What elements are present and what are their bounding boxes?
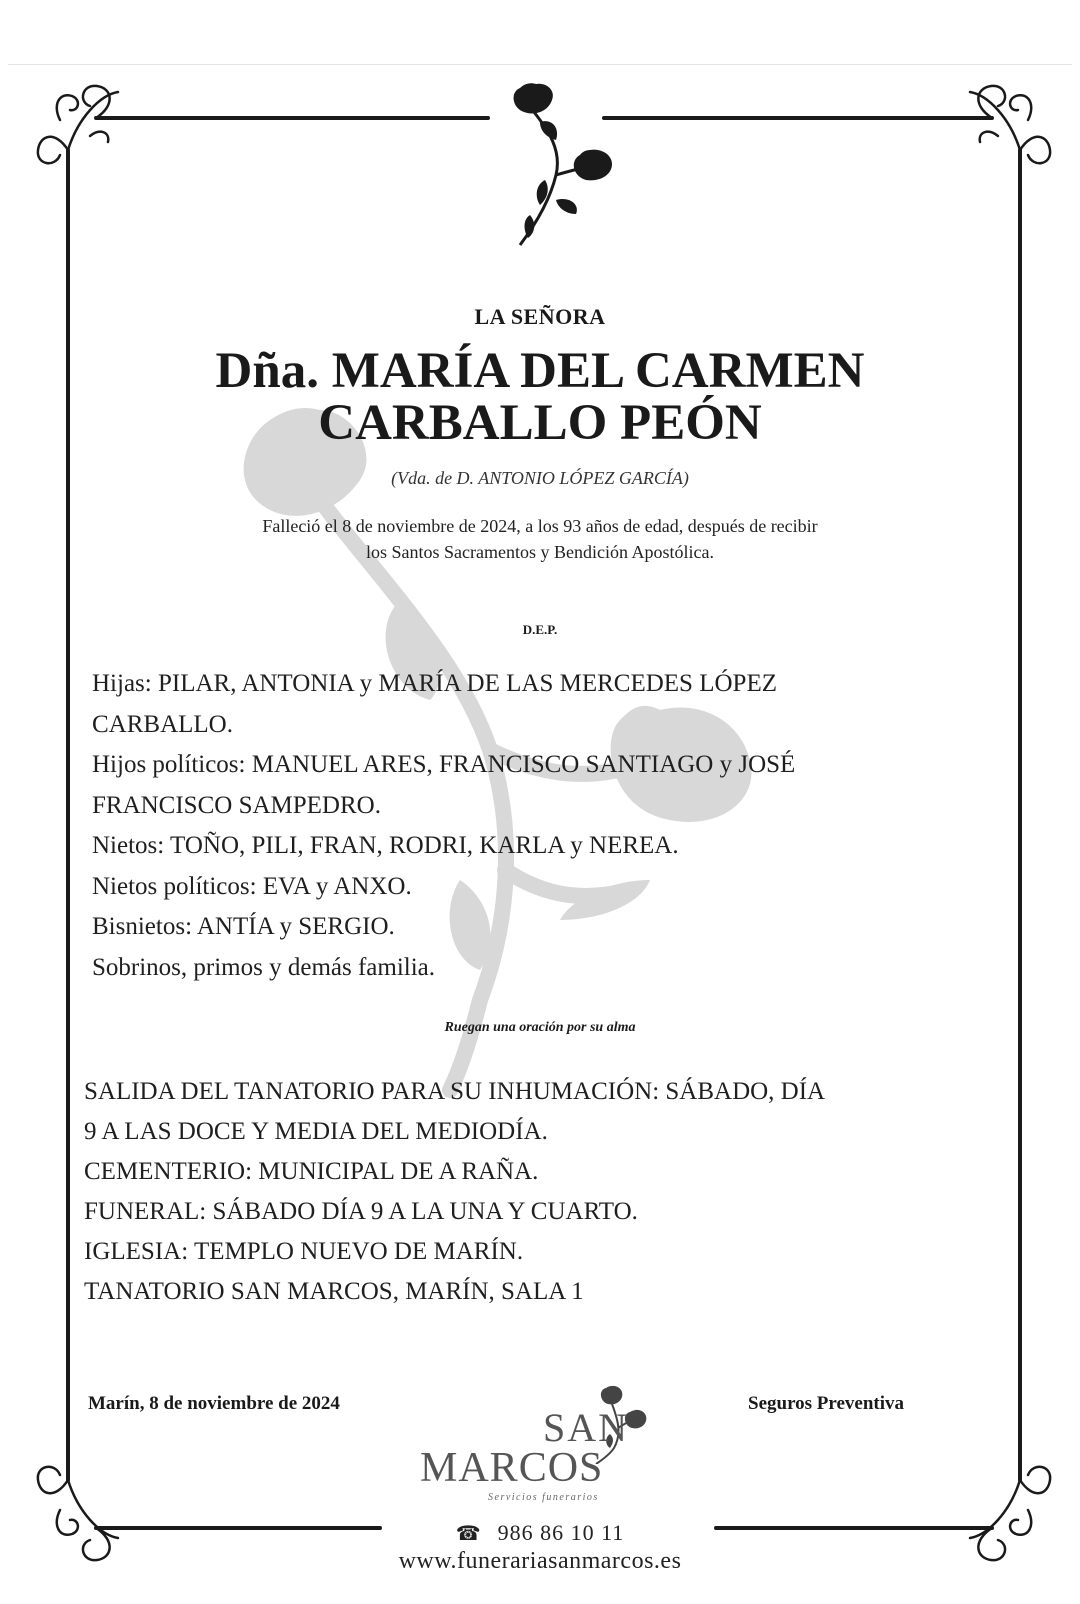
death-line-2: los Santos Sacramentos y Bendición Apostólica. — [366, 542, 714, 562]
rip-label: D.E.P. — [522, 622, 558, 637]
phone-row — [0, 1520, 1080, 1546]
insurer-name: Seguros Preventiva — [748, 1393, 905, 1414]
phone-icon: ☎ — [455, 1523, 482, 1545]
prayer-request: Ruegan una oración por su alma — [444, 1020, 636, 1035]
family-line: Nietos: TOÑO, PILI, FRAN, RODRI, KARLA y NEREA. — [92, 832, 679, 859]
logo-word-top: SAN — [543, 1405, 630, 1450]
service-line: CEMENTERIO: MUNICIPAL DE A RAÑA. — [84, 1158, 539, 1185]
family-line: Hijas: PILAR, ANTONIA y MARÍA DE LAS MERCEDES LÓPEZ — [92, 670, 777, 697]
family-line: FRANCISCO SAMPEDRO. — [92, 791, 381, 819]
service-line: 9 A LAS DOCE Y MEDIA DEL MEDIODÍA. — [84, 1118, 548, 1145]
service-line: TANATORIO SAN MARCOS, MARÍN, SALA 1 — [84, 1278, 584, 1305]
service-line: IGLESIA: TEMPLO NUEVO DE MARÍN. — [84, 1238, 524, 1265]
logo-subtitle: Servicios funerarios — [488, 1492, 599, 1503]
heading-title: LA SEÑORA — [474, 304, 606, 329]
deceased-name — [0, 345, 1080, 449]
place-date: Marín, 8 de noviembre de 2024 — [88, 1393, 340, 1414]
service-line: SALIDA DEL TANATORIO PARA SU INHUMACIÓN: SÁBADO, DÍA — [84, 1078, 826, 1105]
name-line-1: Dña. MARÍA DEL CARMEN — [215, 343, 865, 399]
funeral-home-logo — [420, 1384, 660, 1504]
logo-word-bottom: MARCOS — [420, 1445, 604, 1491]
family-line: Hijos políticos: MANUEL ARES, FRANCISCO SANTIAGO y JOSÉ — [92, 751, 796, 778]
rose-icon — [514, 83, 612, 245]
website-link[interactable]: www.funerariasanmarcos.es — [398, 1548, 682, 1574]
service-details — [84, 1072, 984, 1312]
family-list — [92, 664, 952, 988]
family-line: Bisnietos: ANTÍA y SERGIO. — [92, 913, 395, 940]
family-line: Nietos políticos: EVA y ANXO. — [92, 872, 412, 900]
phone-number[interactable]: 986 86 10 11 — [497, 1520, 625, 1545]
family-line: CARBALLO. — [92, 710, 233, 738]
family-line: Sobrinos, primos y demás familia. — [92, 953, 436, 981]
death-statement — [0, 513, 1080, 565]
service-line: FUNERAL: SÁBADO DÍA 9 A LA UNA Y CUARTO. — [84, 1198, 638, 1225]
widow-of-line: (Vda. de D. ANTONIO LÓPEZ GARCÍA) — [391, 468, 689, 488]
death-line-1: Falleció el 8 de noviembre de 2024, a los 93 años de edad, después de recibir — [262, 516, 818, 536]
name-line-2: CARBALLO PEÓN — [318, 395, 762, 451]
